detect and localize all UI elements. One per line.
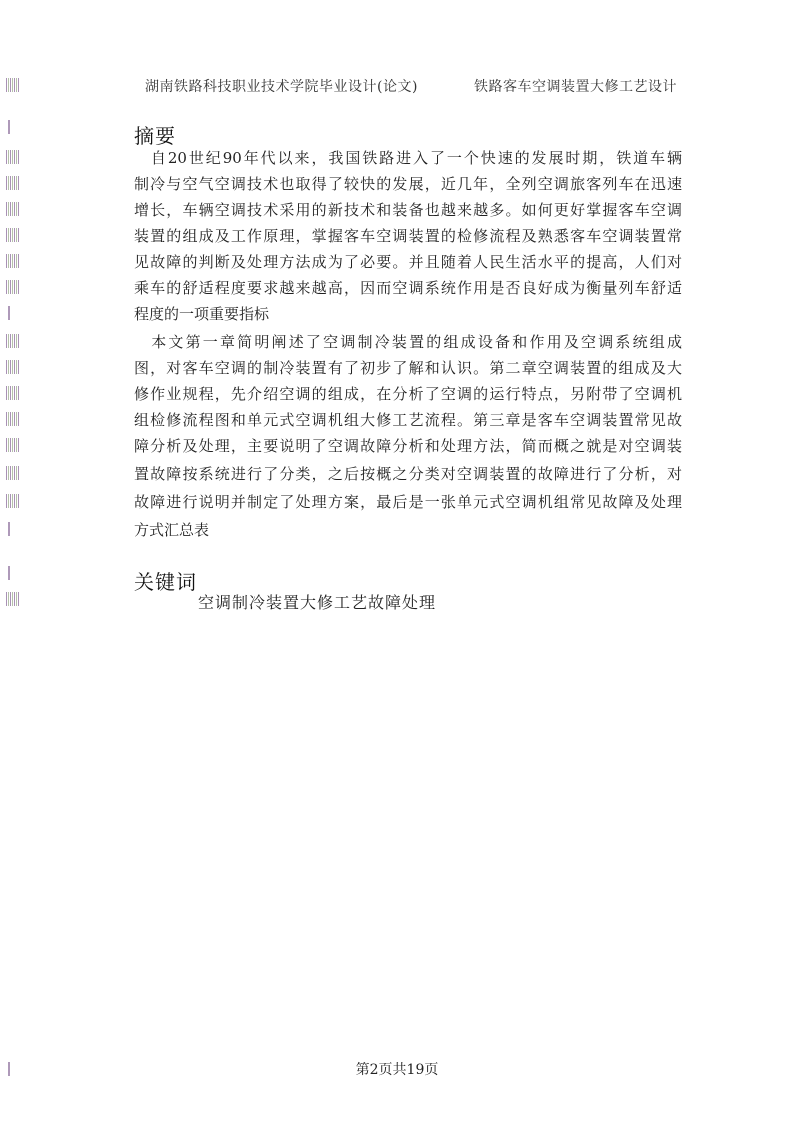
margin-artifact xyxy=(6,386,20,400)
page-footer: 第2页共19页 xyxy=(355,1062,439,1078)
margin-artifact xyxy=(8,566,10,580)
margin-artifact xyxy=(6,592,20,606)
abstract-line: 置故障按系统进行了分类，之后按概之分类对空调装置的故障进行了分析，对 xyxy=(134,465,682,483)
abstract-line: 本文第一章简明阐述了空调制冷装置的组成设备和作用及空调系统组成 xyxy=(134,333,682,351)
margin-artifact xyxy=(6,466,20,480)
abstract-line: 组检修流程图和单元式空调机组大修工艺流程。第三章是客车空调装置常见故 xyxy=(134,411,682,429)
page-header-right: 铁路客车空调装置大修工艺设计 xyxy=(474,79,677,95)
margin-artifact xyxy=(6,412,20,426)
keywords-text: 空调制冷装置大修工艺故障处理 xyxy=(198,593,437,612)
margin-artifact xyxy=(8,120,10,134)
abstract-line: 装置的组成及工作原理，掌握客车空调装置的检修流程及熟悉客车空调装置常 xyxy=(134,227,682,245)
margin-artifact xyxy=(8,1062,10,1076)
margin-artifact xyxy=(6,228,20,242)
margin-artifact xyxy=(6,280,20,294)
abstract-line: 自20世纪90年代以来，我国铁路进入了一个快速的发展时期，铁道车辆 xyxy=(134,149,682,167)
abstract-line: 图，对客车空调的制冷装置有了初步了解和认识。第二章空调装置的组成及大 xyxy=(134,359,682,377)
abstract-line: 增长，车辆空调技术采用的新技术和装备也越来越多。如何更好掌握客车空调 xyxy=(134,201,682,219)
abstract-line: 修作业规程，先介绍空调的组成，在分析了空调的运行特点，另附带了空调机 xyxy=(134,385,682,403)
margin-artifact xyxy=(6,438,20,452)
abstract-line: 程度的一项重要指标 xyxy=(134,305,270,323)
abstract-title: 摘要 xyxy=(134,124,176,148)
abstract-line: 乘车的舒适程度要求越来越高，因而空调系统作用是否良好成为衡量列车舒适 xyxy=(134,279,682,297)
margin-artifact xyxy=(6,494,20,508)
margin-artifact xyxy=(6,360,20,374)
margin-artifact xyxy=(6,334,20,348)
abstract-line: 故障进行说明并制定了处理方案，最后是一张单元式空调机组常见故障及处理 xyxy=(134,493,682,511)
margin-artifact xyxy=(8,522,10,536)
abstract-line: 制冷与空气空调技术也取得了较快的发展，近几年，全列空调旅客列车在迅速 xyxy=(134,175,682,193)
margin-artifact xyxy=(6,150,20,164)
page-header-left: 湖南铁路科技职业技术学院毕业设计(论文) xyxy=(145,79,418,95)
abstract-line: 方式汇总表 xyxy=(134,521,210,539)
abstract-line: 见故障的判断及处理方法成为了必要。并且随着人民生活水平的提高，人们对 xyxy=(134,253,682,271)
margin-artifact xyxy=(8,306,10,320)
margin-artifact xyxy=(6,202,20,216)
margin-artifact xyxy=(6,254,20,268)
abstract-line: 障分析及处理，主要说明了空调故障分析和处理方法，简而概之就是对空调装 xyxy=(134,437,682,455)
margin-artifact xyxy=(6,78,20,92)
margin-artifact xyxy=(6,176,20,190)
keywords-title: 关键词 xyxy=(134,570,197,594)
